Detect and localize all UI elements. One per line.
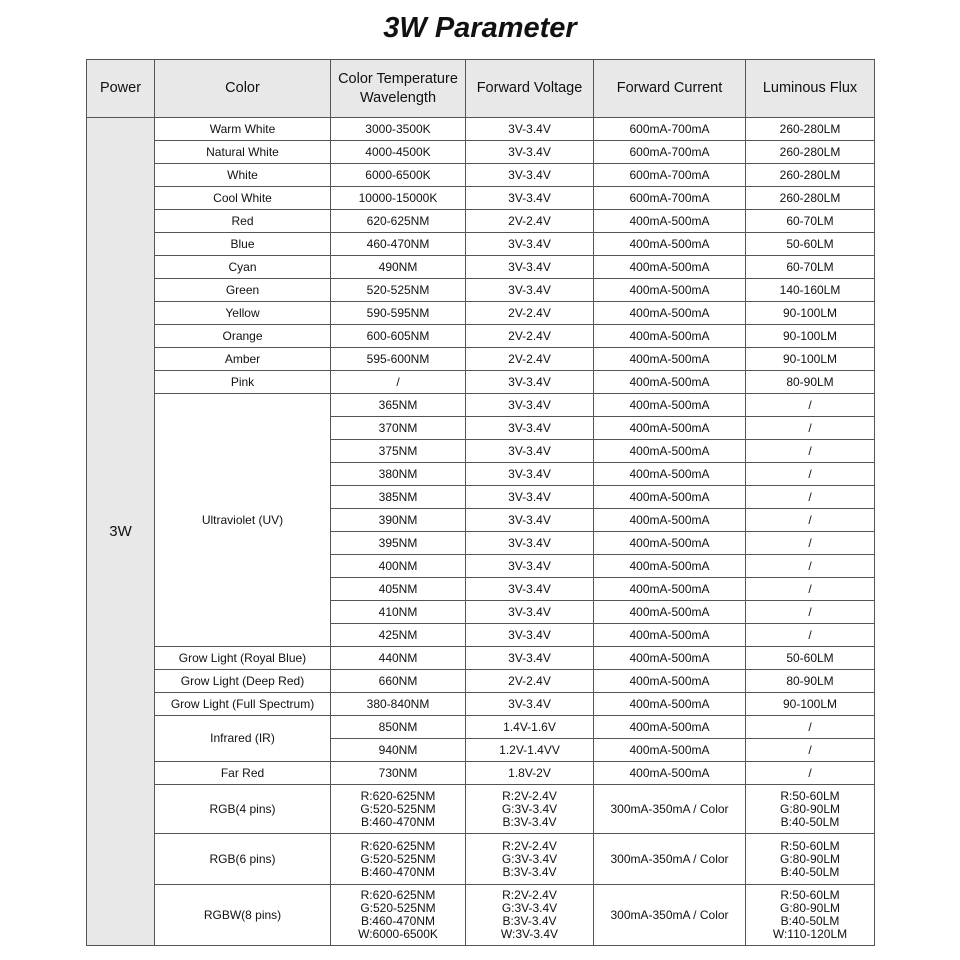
- voltage-cell: 3V-3.4V: [466, 647, 594, 670]
- temperature-cell: 660NM: [331, 670, 466, 693]
- temperature-cell: 380-840NM: [331, 693, 466, 716]
- color-cell: Grow Light (Full Spectrum): [155, 693, 331, 716]
- voltage-cell-line: W:3V-3.4V: [500, 927, 559, 941]
- flux-cell: /: [746, 601, 875, 624]
- flux-cell: 90-100LM: [746, 693, 875, 716]
- header-temp-line2: Wavelength: [359, 89, 437, 106]
- current-cell: 400mA-500mA: [594, 463, 746, 486]
- current-cell: 400mA-500mA: [594, 739, 746, 762]
- flux-cell: 260-280LM: [746, 187, 875, 210]
- temperature-cell: 730NM: [331, 762, 466, 785]
- temperature-cell: 600-605NM: [331, 325, 466, 348]
- color-cell-uv: Ultraviolet (UV): [155, 394, 331, 647]
- voltage-cell-line: G:3V-3.4V: [501, 851, 558, 866]
- current-cell: 400mA-500mA: [594, 555, 746, 578]
- current-cell: 400mA-500mA: [594, 325, 746, 348]
- voltage-cell: 3V-3.4V: [466, 141, 594, 164]
- voltage-cell: [466, 834, 594, 885]
- temperature-cell-line: G:520-525NM: [360, 851, 436, 866]
- temperature-cell: 405NM: [331, 578, 466, 601]
- flux-cell: /: [746, 509, 875, 532]
- temperature-cell: 940NM: [331, 739, 466, 762]
- current-cell: 600mA-700mA: [594, 141, 746, 164]
- voltage-cell: 3V-3.4V: [466, 279, 594, 302]
- current-cell: 400mA-500mA: [594, 532, 746, 555]
- header-forward-voltage: Forward Voltage: [466, 60, 594, 118]
- table-row: [87, 785, 875, 834]
- flux-cell: 90-100LM: [746, 302, 875, 325]
- color-cell: Far Red: [155, 762, 331, 785]
- table-row: [87, 141, 875, 164]
- temperature-cell: 595-600NM: [331, 348, 466, 371]
- flux-cell: /: [746, 624, 875, 647]
- flux-cell-line: G:80-90LM: [779, 901, 841, 915]
- flux-cell: 260-280LM: [746, 164, 875, 187]
- temperature-cell: [331, 885, 466, 946]
- voltage-cell: [466, 885, 594, 946]
- voltage-cell-line: B:3V-3.4V: [502, 864, 557, 879]
- flux-cell-line: R:50-60LM: [780, 888, 840, 902]
- table-row: [87, 187, 875, 210]
- flux-cell-line: B:40-50LM: [780, 914, 840, 928]
- temperature-cell: /: [331, 371, 466, 394]
- temperature-cell: 440NM: [331, 647, 466, 670]
- temperature-cell: [331, 834, 466, 885]
- temperature-cell-line: G:520-525NM: [360, 901, 436, 915]
- current-cell: 400mA-500mA: [594, 210, 746, 233]
- color-cell: Cool White: [155, 187, 331, 210]
- voltage-cell: 1.8V-2V: [466, 762, 594, 785]
- flux-cell: /: [746, 716, 875, 739]
- temperature-cell-line: B:460-470NM: [360, 814, 436, 829]
- flux-cell: 90-100LM: [746, 348, 875, 371]
- color-cell: Amber: [155, 348, 331, 371]
- table-row: [87, 647, 875, 670]
- voltage-cell: 3V-3.4V: [466, 463, 594, 486]
- flux-cell: /: [746, 463, 875, 486]
- current-cell: 300mA-350mA / Color: [594, 834, 746, 885]
- flux-cell-line: W:110-120LM: [772, 927, 848, 941]
- temperature-cell: 850NM: [331, 716, 466, 739]
- flux-cell: [746, 885, 875, 946]
- table-row: [87, 164, 875, 187]
- color-cell: Natural White: [155, 141, 331, 164]
- current-cell: 400mA-500mA: [594, 578, 746, 601]
- current-cell: 600mA-700mA: [594, 164, 746, 187]
- flux-cell: /: [746, 394, 875, 417]
- current-cell: 400mA-500mA: [594, 279, 746, 302]
- table-body: [87, 118, 875, 946]
- voltage-cell: 2V-2.4V: [466, 670, 594, 693]
- flux-cell: /: [746, 578, 875, 601]
- temperature-cell: 375NM: [331, 440, 466, 463]
- flux-cell: /: [746, 417, 875, 440]
- voltage-cell: 3V-3.4V: [466, 233, 594, 256]
- current-cell: 400mA-500mA: [594, 302, 746, 325]
- voltage-cell-line: B:3V-3.4V: [502, 914, 557, 928]
- temperature-cell: 10000-15000K: [331, 187, 466, 210]
- flux-cell: 90-100LM: [746, 325, 875, 348]
- voltage-cell-line: R:2V-2.4V: [502, 888, 557, 902]
- color-cell: RGB(6 pins): [155, 834, 331, 885]
- table-row: [87, 233, 875, 256]
- voltage-cell: 2V-2.4V: [466, 302, 594, 325]
- temperature-cell: 520-525NM: [331, 279, 466, 302]
- temperature-cell: 410NM: [331, 601, 466, 624]
- voltage-cell: 3V-3.4V: [466, 118, 594, 141]
- current-cell: 400mA-500mA: [594, 693, 746, 716]
- voltage-cell-line: R:2V-2.4V: [502, 788, 557, 803]
- header-power: Power: [87, 60, 155, 118]
- current-cell: 300mA-350mA / Color: [594, 885, 746, 946]
- flux-cell: 260-280LM: [746, 118, 875, 141]
- flux-cell-line: B:40-50LM: [780, 814, 840, 829]
- voltage-cell: 3V-3.4V: [466, 509, 594, 532]
- voltage-cell: 3V-3.4V: [466, 256, 594, 279]
- temperature-cell-line: R:620-625NM: [360, 888, 436, 902]
- page-title: 3W Parameter: [383, 12, 577, 44]
- voltage-cell: 3V-3.4V: [466, 164, 594, 187]
- voltage-cell: [466, 785, 594, 834]
- temperature-cell: [331, 785, 466, 834]
- color-cell: Red: [155, 210, 331, 233]
- color-cell: Yellow: [155, 302, 331, 325]
- flux-cell: [746, 785, 875, 834]
- table-row: [87, 348, 875, 371]
- flux-cell: 50-60LM: [746, 233, 875, 256]
- current-cell: 400mA-500mA: [594, 509, 746, 532]
- voltage-cell: 2V-2.4V: [466, 325, 594, 348]
- table-row: [87, 210, 875, 233]
- color-cell: Green: [155, 279, 331, 302]
- temperature-cell: 395NM: [331, 532, 466, 555]
- voltage-cell-line: R:2V-2.4V: [502, 838, 557, 853]
- color-cell: Grow Light (Royal Blue): [155, 647, 331, 670]
- voltage-cell: 2V-2.4V: [466, 348, 594, 371]
- header-temp-line1: Color Temperature: [338, 70, 458, 87]
- current-cell: 400mA-500mA: [594, 440, 746, 463]
- color-cell: Warm White: [155, 118, 331, 141]
- voltage-cell: 3V-3.4V: [466, 624, 594, 647]
- voltage-cell-line: G:3V-3.4V: [501, 901, 558, 915]
- current-cell: 400mA-500mA: [594, 417, 746, 440]
- flux-cell: 80-90LM: [746, 670, 875, 693]
- current-cell: 300mA-350mA / Color: [594, 785, 746, 834]
- temperature-cell-line: B:460-470NM: [360, 864, 436, 879]
- flux-cell-line: G:80-90LM: [779, 801, 841, 816]
- temperature-cell-line: W:6000-6500K: [358, 927, 438, 941]
- flux-cell: /: [746, 532, 875, 555]
- color-cell: Pink: [155, 371, 331, 394]
- temperature-cell: 460-470NM: [331, 233, 466, 256]
- temperature-cell-line: R:620-625NM: [360, 788, 436, 803]
- temperature-cell: 370NM: [331, 417, 466, 440]
- table-row: [87, 302, 875, 325]
- table-row: [87, 325, 875, 348]
- current-cell: 400mA-500mA: [594, 233, 746, 256]
- color-cell: Cyan: [155, 256, 331, 279]
- table-row: [87, 885, 875, 946]
- table-row: [87, 716, 875, 739]
- voltage-cell: 1.4V-1.6V: [466, 716, 594, 739]
- temperature-cell: 490NM: [331, 256, 466, 279]
- temperature-cell-line: G:520-525NM: [360, 801, 436, 816]
- temperature-cell: 365NM: [331, 394, 466, 417]
- header-color-temperature: [331, 60, 466, 118]
- parameter-table: [86, 59, 875, 946]
- current-cell: 400mA-500mA: [594, 256, 746, 279]
- color-cell: RGB(4 pins): [155, 785, 331, 834]
- flux-cell: /: [746, 440, 875, 463]
- current-cell: 400mA-500mA: [594, 762, 746, 785]
- voltage-cell: 3V-3.4V: [466, 693, 594, 716]
- flux-cell: [746, 834, 875, 885]
- table-row: [87, 279, 875, 302]
- table-row: [87, 834, 875, 885]
- temperature-cell: 3000-3500K: [331, 118, 466, 141]
- table-row: [87, 371, 875, 394]
- current-cell: 400mA-500mA: [594, 624, 746, 647]
- flux-cell: /: [746, 739, 875, 762]
- header-luminous-flux: Luminous Flux: [746, 60, 875, 118]
- voltage-cell: 3V-3.4V: [466, 394, 594, 417]
- table-row: [87, 670, 875, 693]
- color-cell: Orange: [155, 325, 331, 348]
- flux-cell-line: R:50-60LM: [780, 838, 840, 853]
- voltage-cell: 3V-3.4V: [466, 417, 594, 440]
- flux-cell: /: [746, 762, 875, 785]
- power-cell: 3W: [87, 118, 155, 946]
- voltage-cell: 3V-3.4V: [466, 371, 594, 394]
- voltage-cell: 3V-3.4V: [466, 601, 594, 624]
- table-row: [87, 394, 875, 417]
- temperature-cell: 390NM: [331, 509, 466, 532]
- color-cell: Grow Light (Deep Red): [155, 670, 331, 693]
- current-cell: 400mA-500mA: [594, 348, 746, 371]
- temperature-cell: 400NM: [331, 555, 466, 578]
- temperature-cell: 380NM: [331, 463, 466, 486]
- flux-cell: 50-60LM: [746, 647, 875, 670]
- voltage-cell: 2V-2.4V: [466, 210, 594, 233]
- flux-cell: 260-280LM: [746, 141, 875, 164]
- table-row: [87, 693, 875, 716]
- voltage-cell-line: B:3V-3.4V: [502, 814, 557, 829]
- voltage-cell-line: G:3V-3.4V: [501, 801, 558, 816]
- color-cell: RGBW(8 pins): [155, 885, 331, 946]
- voltage-cell: 3V-3.4V: [466, 555, 594, 578]
- current-cell: 600mA-700mA: [594, 187, 746, 210]
- table-row: [87, 256, 875, 279]
- flux-cell-line: R:50-60LM: [780, 788, 840, 803]
- flux-cell: /: [746, 486, 875, 509]
- current-cell: 400mA-500mA: [594, 394, 746, 417]
- current-cell: 400mA-500mA: [594, 670, 746, 693]
- table-row: [87, 762, 875, 785]
- color-cell: White: [155, 164, 331, 187]
- current-cell: 400mA-500mA: [594, 647, 746, 670]
- voltage-cell: 3V-3.4V: [466, 440, 594, 463]
- header-forward-current: Forward Current: [594, 60, 746, 118]
- voltage-cell: 1.2V-1.4VV: [466, 739, 594, 762]
- header-color: Color: [155, 60, 331, 118]
- current-cell: 600mA-700mA: [594, 118, 746, 141]
- temperature-cell-line: B:460-470NM: [360, 914, 436, 928]
- flux-cell: 140-160LM: [746, 279, 875, 302]
- current-cell: 400mA-500mA: [594, 716, 746, 739]
- temperature-cell: 385NM: [331, 486, 466, 509]
- flux-cell: /: [746, 555, 875, 578]
- temperature-cell: 6000-6500K: [331, 164, 466, 187]
- temperature-cell: 620-625NM: [331, 210, 466, 233]
- flux-cell-line: G:80-90LM: [779, 851, 841, 866]
- temperature-cell: 425NM: [331, 624, 466, 647]
- color-cell: Blue: [155, 233, 331, 256]
- flux-cell: 60-70LM: [746, 256, 875, 279]
- current-cell: 400mA-500mA: [594, 486, 746, 509]
- current-cell: 400mA-500mA: [594, 371, 746, 394]
- voltage-cell: 3V-3.4V: [466, 578, 594, 601]
- current-cell: 400mA-500mA: [594, 601, 746, 624]
- voltage-cell: 3V-3.4V: [466, 532, 594, 555]
- temperature-cell: 590-595NM: [331, 302, 466, 325]
- flux-cell-line: B:40-50LM: [780, 864, 840, 879]
- voltage-cell: 3V-3.4V: [466, 187, 594, 210]
- temperature-cell: 4000-4500K: [331, 141, 466, 164]
- flux-cell: 80-90LM: [746, 371, 875, 394]
- table-header: [87, 60, 875, 118]
- temperature-cell-line: R:620-625NM: [360, 838, 436, 853]
- table-row: [87, 118, 875, 141]
- color-cell-ir: Infrared (IR): [155, 716, 331, 762]
- voltage-cell: 3V-3.4V: [466, 486, 594, 509]
- flux-cell: 60-70LM: [746, 210, 875, 233]
